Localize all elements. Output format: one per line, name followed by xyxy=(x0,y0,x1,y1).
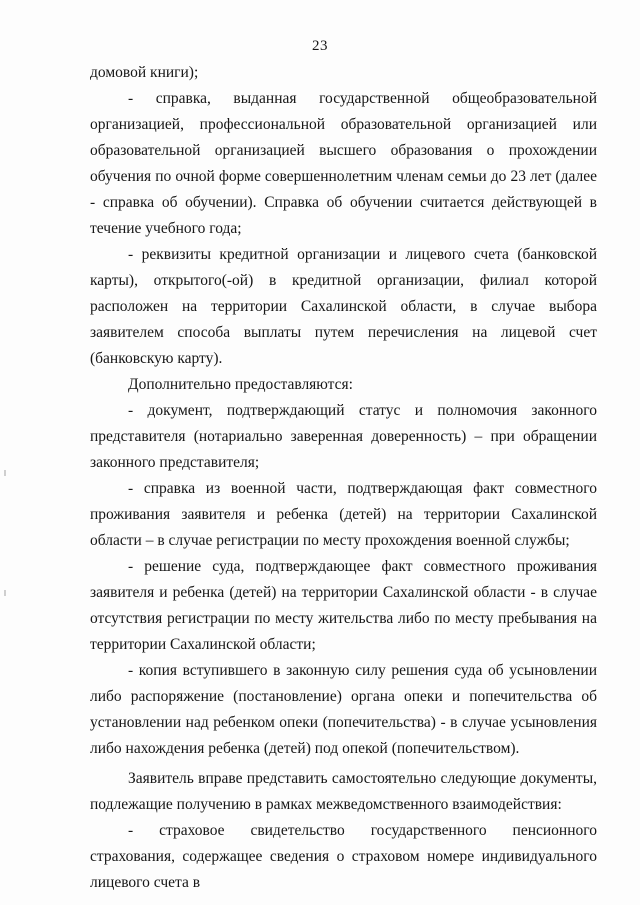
paragraph-court-decision: - решение суда, подтверждающее факт совместного проживания заявителя и ребенка (детей) на территории Сахалинской области - в случае отсутствия регистрации по месту жительства либо по месту пребывания на территории Сахалинской области; xyxy=(90,558,597,653)
scan-edge-mark xyxy=(4,470,6,476)
paragraph-applicant-right: Заявитель вправе представить самостоятельно следующие документы, подлежащие получению в рамках межведомственного взаимодействия: xyxy=(90,770,597,813)
paragraph-adoption-copy: - копия вступившего в законную силу решения суда об усыновлении либо распоряжение (постановление) органа опеки и попечительства об установлении над ребенком опеки (попечительства) - в случае усыновления либо нахождения ребенка (детей) под опекой (попечительством). xyxy=(90,662,597,757)
page-number: 23 xyxy=(312,38,328,54)
document-body xyxy=(90,60,597,896)
paragraph-additional-heading: Дополнительно предоставляются: xyxy=(128,376,353,393)
paragraph-representative-document: - документ, подтверждающий статус и полномочия законного представителя (нотариально заверенная доверенность) – при обращении законного представителя; xyxy=(90,402,597,471)
scan-edge-mark xyxy=(4,590,6,596)
paragraph-military-certificate: - справка из военной части, подтверждающая факт совместного проживания заявителя и ребенка (детей) на территории Сахалинской области – в случае регистрации по месту прохождения военной службы; xyxy=(90,480,597,549)
paragraph-pension-insurance: - страховое свидетельство государственного пенсионного страхования, содержащее сведения о страховом номере индивидуального лицевого счета в xyxy=(90,822,597,891)
paragraph-continuation: домовой книги); xyxy=(90,64,199,81)
paragraph-education-certificate: - справка, выданная государственной общеобразовательной организацией, профессиональной образовательной организацией или образовательной организацией высшего образования о прохождении обучения по очной форме совершеннолетним членам семьи до 23 лет (далее - справка об обучении). Справка об обучении считается действующей в течение учебного года; xyxy=(90,90,597,237)
paragraph-bank-details: - реквизиты кредитной организации и лицевого счета (банковской карты), открытого(-ой) в кредитной организации, филиал которой расположен на территории Сахалинской области, в случае выбора заявителем способа выплаты путем перечисления на лицевой счет (банковскую карту). xyxy=(90,246,597,367)
